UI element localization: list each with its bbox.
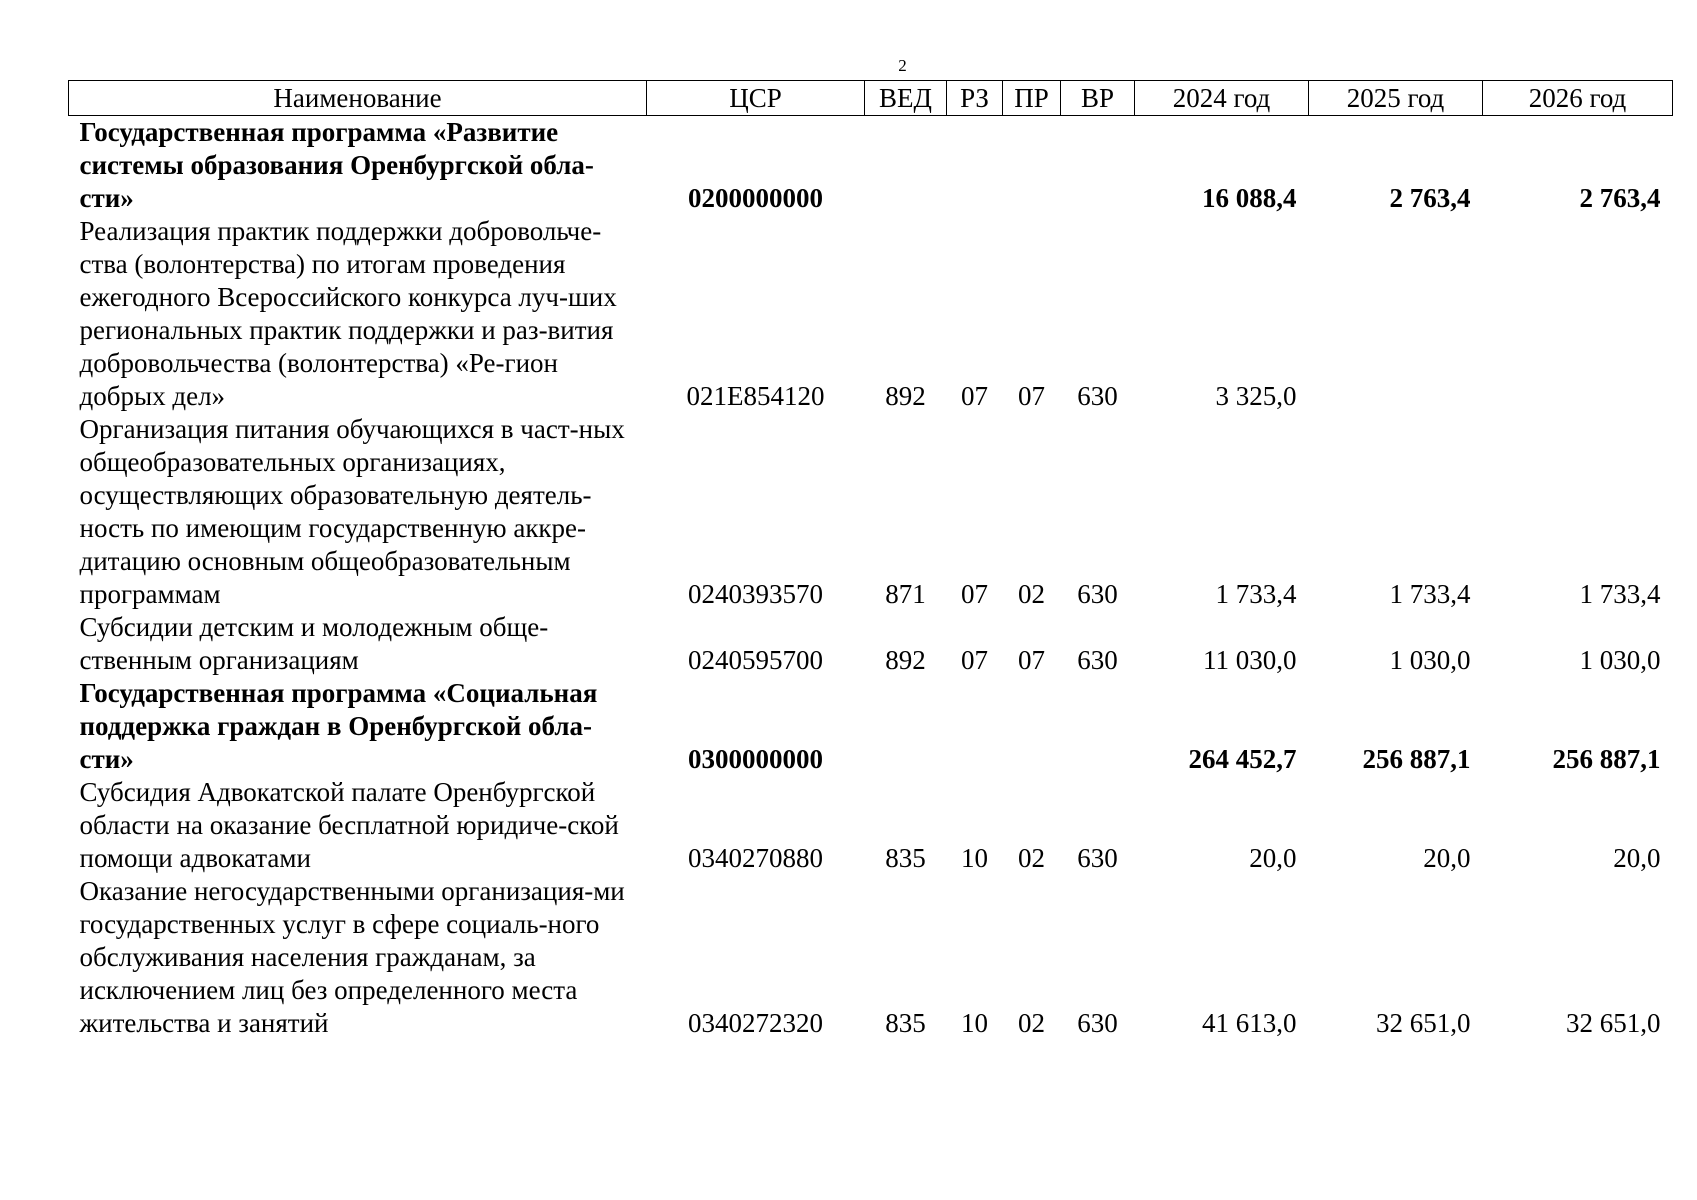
- cell-ved: [865, 677, 947, 776]
- cell-vr: 630: [1077, 579, 1118, 609]
- cell-2026: 1 030,0: [1579, 645, 1661, 675]
- cell-2025: 256 887,1: [1362, 744, 1471, 774]
- cell-vr: 630: [1077, 381, 1118, 411]
- table-row-program: [69, 116, 1673, 216]
- cell-2024: 41 613,0: [1202, 1008, 1297, 1038]
- cell-ved: [865, 116, 947, 216]
- header-vr: ВР: [1061, 81, 1135, 116]
- cell-rz: 10: [961, 843, 988, 873]
- cell-2024: 11 030,0: [1203, 645, 1297, 675]
- cell-rz: [947, 116, 1003, 216]
- cell-csr: 0340272320: [688, 1008, 823, 1038]
- cell-2025: 32 651,0: [1376, 1008, 1471, 1038]
- header-ved: ВЕД: [865, 81, 947, 116]
- cell-rz: 10: [961, 1008, 988, 1038]
- cell-2024: 20,0: [1249, 843, 1297, 873]
- cell-2026: [1483, 215, 1673, 413]
- table-row: [69, 215, 1673, 413]
- cell-2025: 1 030,0: [1389, 645, 1471, 675]
- cell-vr: [1061, 116, 1135, 216]
- cell-ved: 835: [885, 843, 926, 873]
- cell-ved: 835: [885, 1008, 926, 1038]
- cell-pr: 02: [1018, 1008, 1045, 1038]
- cell-pr: 07: [1018, 381, 1045, 411]
- cell-pr: 07: [1018, 645, 1045, 675]
- cell-name: Субсидия Адвокатской палате Оренбургской области на оказание бесплатной юридиче-ской помощи адвокатами: [79, 777, 619, 873]
- cell-pr: 02: [1018, 843, 1045, 873]
- cell-2025: 20,0: [1423, 843, 1471, 873]
- cell-csr: 0240393570: [688, 579, 823, 609]
- cell-2026: 20,0: [1613, 843, 1661, 873]
- cell-2026: 32 651,0: [1566, 1008, 1661, 1038]
- cell-csr: 021E854120: [686, 381, 825, 411]
- cell-2024: 264 452,7: [1188, 744, 1297, 774]
- table-row: [69, 611, 1673, 677]
- cell-2025: 2 763,4: [1389, 183, 1471, 213]
- cell-rz: 07: [961, 381, 988, 411]
- cell-2024: 1 733,4: [1215, 579, 1297, 609]
- table-row: [69, 776, 1673, 875]
- cell-name: Оказание негосударственными организация-ми государственных услуг в сфере социаль-ного обслуживания населения гражданам, за исключением лиц без определенного места жительства и занятий: [79, 876, 625, 1038]
- cell-vr: 630: [1077, 645, 1118, 675]
- header-rz: РЗ: [947, 81, 1003, 116]
- table-row-program: [69, 677, 1673, 776]
- cell-rz: [947, 677, 1003, 776]
- cell-rz: 07: [961, 579, 988, 609]
- header-csr: ЦСР: [647, 81, 865, 116]
- cell-vr: 630: [1077, 1008, 1118, 1038]
- header-2026: 2026 год: [1483, 81, 1673, 116]
- cell-2025: [1309, 215, 1483, 413]
- cell-2026: 2 763,4: [1579, 183, 1661, 213]
- table-row: [69, 875, 1673, 1040]
- budget-table: [68, 80, 1673, 1040]
- header-name: Наименование: [69, 81, 647, 116]
- page-number: 2: [898, 56, 907, 75]
- cell-vr: [1061, 677, 1135, 776]
- header-pr: ПР: [1003, 81, 1061, 116]
- cell-rz: 07: [961, 645, 988, 675]
- cell-name: Субсидии детским и молодежным обще-ственным организациям: [79, 612, 549, 675]
- table-header-row: [69, 81, 1673, 116]
- cell-ved: 892: [885, 381, 926, 411]
- cell-csr: 0300000000: [688, 744, 823, 774]
- table-row: [69, 413, 1673, 611]
- cell-csr: 0240595700: [688, 645, 823, 675]
- cell-name: Реализация практик поддержки добровольче-ства (волонтерства) по итогам проведения ежегодного Всероссийского конкурса луч-ших региональных практик поддержки и раз-вития добровольчества (волонтерства) «Ре-гион добрых дел»: [79, 216, 617, 411]
- cell-pr: [1003, 116, 1061, 216]
- cell-vr: 630: [1077, 843, 1118, 873]
- cell-2024: 16 088,4: [1202, 183, 1297, 213]
- cell-2025: 1 733,4: [1389, 579, 1471, 609]
- header-2024: 2024 год: [1135, 81, 1309, 116]
- cell-name: Государственная программа «Развитие системы образования Оренбургской обла-сти»: [79, 117, 594, 213]
- cell-pr: 02: [1018, 579, 1045, 609]
- cell-csr: 0340270880: [688, 843, 823, 873]
- cell-ved: 871: [885, 579, 926, 609]
- cell-csr: 0200000000: [688, 183, 823, 213]
- cell-2026: 1 733,4: [1579, 579, 1661, 609]
- cell-pr: [1003, 677, 1061, 776]
- cell-2026: 256 887,1: [1552, 744, 1661, 774]
- cell-2024: 3 325,0: [1215, 381, 1297, 411]
- cell-name: Организация питания обучающихся в част-ных общеобразовательных организациях, осуществляющих образовательную деятель-ность по имеющим государственную аккре-дитацию основным общеобразовательным программам: [79, 414, 625, 609]
- cell-ved: 892: [885, 645, 926, 675]
- header-2025: 2025 год: [1309, 81, 1483, 116]
- cell-name: Государственная программа «Социальная поддержка граждан в Оренбургской обла-сти»: [79, 678, 598, 774]
